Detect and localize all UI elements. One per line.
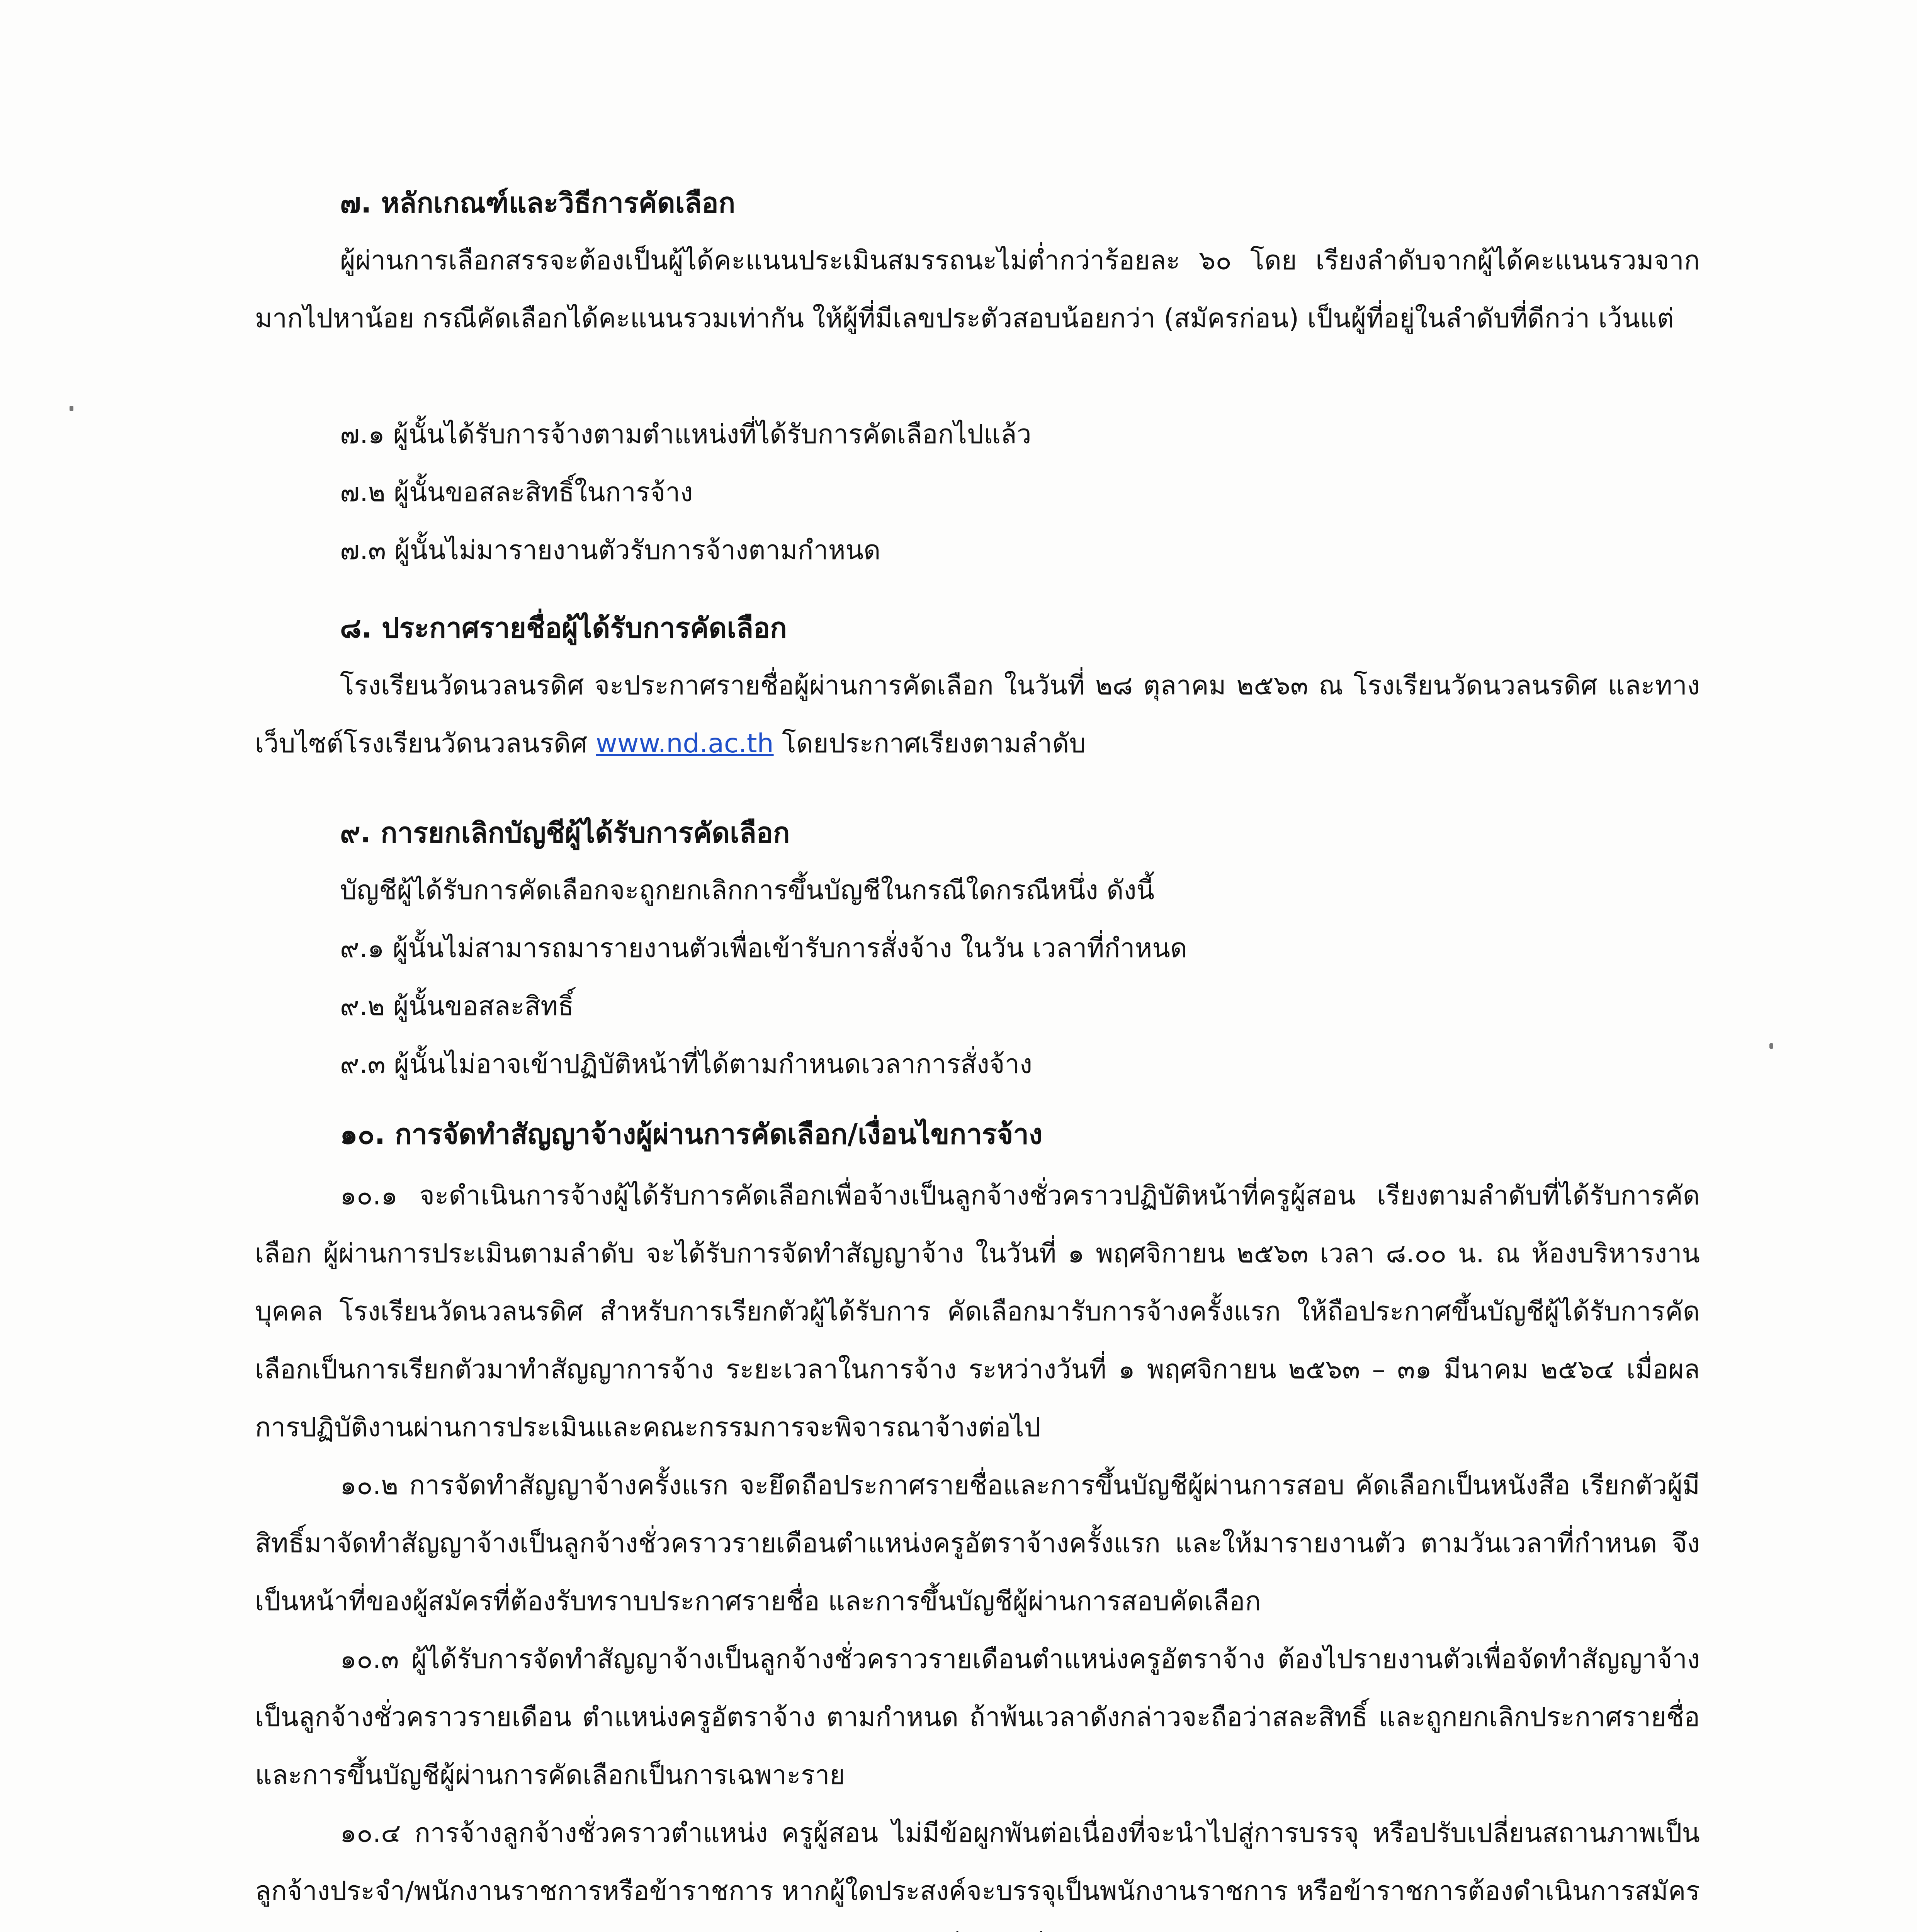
school-website-link[interactable]: www.nd.ac.th: [596, 728, 774, 759]
section-7-item-2: ๗.๒ ผู้นั้นขอสละสิทธิ์ในการจ้าง: [340, 477, 693, 508]
scan-speck: [70, 406, 73, 411]
section-8-text-end: โดยประกาศเรียงตามลำดับ: [782, 728, 1086, 759]
section-8-paragraph: [255, 657, 1700, 773]
section-10-1: ๑๐.๑ จะดำเนินการจ้างผู้ได้รับการคัดเลือกเพื่อจ้างเป็นลูกจ้างชั่วคราวปฏิบัติหน้าที่ครูผู้สอน เรียงตามลำดับที่ได้รับการคัดเลือก ผู้ผ่านการประเมินตามลำดับ จะได้รับการจัดทำสัญญาจ้าง ในวันที่ ๑ พฤศจิกายน ๒๕๖๓ เวลา ๘.๐๐ น. ณ ห้องบริหารงานบุคคล โรงเรียนวัดนวลนรดิศ สำหรับการเรียกตัวผู้ได้รับการ คัดเลือกมารับการจ้างครั้งแรก ให้ถือประกาศขึ้นบัญชีผู้ได้รับการคัดเลือกเป็นการเรียกตัวมาทำสัญญาการจ้าง ระยะเวลาในการจ้าง ระหว่างวันที่ ๑ พฤศจิกายน ๒๕๖๓ – ๓๑ มีนาคม ๒๕๖๔ เมื่อผลการปฏิบัติงานผ่านการประเมินและคณะกรรมการจะพิจารณาจ้างต่อไป: [255, 1180, 1700, 1443]
section-7-item-1: ๗.๑ ผู้นั้นได้รับการจ้างตามตำแหน่งที่ได้รับการคัดเลือกไปแล้ว: [340, 419, 1032, 450]
section-7-heading: ๗. หลักเกณฑ์และวิธีการคัดเลือก: [340, 187, 736, 219]
section-9-heading: ๙. การยกเลิกบัญชีผู้ได้รับการคัดเลือก: [340, 816, 790, 849]
section-9-item-2: ๙.๒ ผู้นั้นขอสละสิทธิ์: [340, 991, 574, 1022]
section-10-body: [255, 1167, 1700, 1932]
section-7-item-3: ๗.๓ ผู้นั้นไม่มารายงานตัวรับการจ้างตามกำหนด: [340, 535, 881, 566]
section-10-2: ๑๐.๒ การจัดทำสัญญาจ้างครั้งแรก จะยึดถือประกาศรายชื่อและการขึ้นบัญชีผู้ผ่านการสอบ คัดเลือกเป็นหนังสือ เรียกตัวผู้มีสิทธิ์มาจัดทำสัญญาจ้างเป็นลูกจ้างชั่วคราวรายเดือนตำแหน่งครูอัตราจ้างครั้งแรก และให้มารายงานตัว ตามวันเวลาที่กำหนด จึงเป็นหน้าที่ของผู้สมัครที่ต้องรับทราบประกาศรายชื่อ และการขึ้นบัญชีผู้ผ่านการสอบคัดเลือก: [255, 1470, 1700, 1617]
section-9-intro: บัญชีผู้ได้รับการคัดเลือกจะถูกยกเลิกการขึ้นบัญชีในกรณีใดกรณีหนึ่ง ดังนี้: [340, 875, 1155, 906]
section-7-paragraph: [255, 232, 1700, 348]
section-8-text: โรงเรียนวัดนวลนรดิศ จะประกาศรายชื่อผู้ผ่านการคัดเลือก ในวันที่ ๒๘ ตุลาคม ๒๕๖๓ ณ โรงเรียนวัดนวลนรดิศ และทางเว็บไซต์โรงเรียนวัดนวลนรดิศ: [255, 670, 1700, 759]
section-8-heading: ๘. ประกาศรายชื่อผู้ได้รับการคัดเลือก: [340, 612, 787, 644]
section-10-4: ๑๐.๔ การจ้างลูกจ้างชั่วคราวตำแหน่ง ครูผู้สอน ไม่มีข้อผูกพันต่อเนื่องที่จะนำไปสู่การบรรจุ หรือปรับเปลี่ยนสถานภาพเป็นลูกจ้างประจำ/พนักงานราชการหรือข้าราชการ หากผู้ใดประสงค์จะบรรจุเป็นพนักงานราชการ หรือข้าราชการต้องดำเนินการสมัคร: [255, 1818, 1700, 1906]
section-10-heading: ๑๐. การจัดทำสัญญาจ้างผู้ผ่านการคัดเลือก/เงื่อนไขการจ้าง: [340, 1118, 1043, 1150]
section-9-item-3: ๙.๓ ผู้นั้นไม่อาจเข้าปฏิบัติหน้าที่ได้ตามกำหนดเวลาการสั่งจ้าง: [340, 1049, 1033, 1080]
section-9-item-1: ๙.๑ ผู้นั้นไม่สามารถมารายงานตัวเพื่อเข้ารับการสั่งจ้าง ในวัน เวลาที่กำหนด: [340, 933, 1188, 964]
scan-speck: [1769, 1043, 1773, 1049]
section-7-text: ผู้ผ่านการเลือกสรรจะต้องเป็นผู้ได้คะแนนประเมินสมรรถนะไม่ต่ำกว่าร้อยละ ๖๐ โดย เรียงลำดับจากผู้ได้คะแนนรวมจากมากไปหาน้อย กรณีคัดเลือกได้คะแนนรวมเท่ากัน ให้ผู้ที่มีเลขประตัวสอบน้อยกว่า (สมัครก่อน) เป็นผู้ที่อยู่ในลำดับที่ดีกว่า เว้นแต่: [255, 245, 1700, 334]
section-10-3: ๑๐.๓ ผู้ได้รับการจัดทำสัญญาจ้างเป็นลูกจ้างชั่วคราวรายเดือนตำแหน่งครูอัตราจ้าง ต้องไปรายงานตัวเพื่อจัดทำสัญญาจ้างเป็นลูกจ้างชั่วคราวรายเดือน ตำแหน่งครูอัตราจ้าง ตามกำหนด ถ้าพ้นเวลาดังกล่าวจะถือว่าสละสิทธิ์ และถูกยกเลิกประกาศรายชื่อ และการขึ้นบัญชีผู้ผ่านการคัดเลือกเป็นการเฉพาะราย: [255, 1644, 1700, 1791]
